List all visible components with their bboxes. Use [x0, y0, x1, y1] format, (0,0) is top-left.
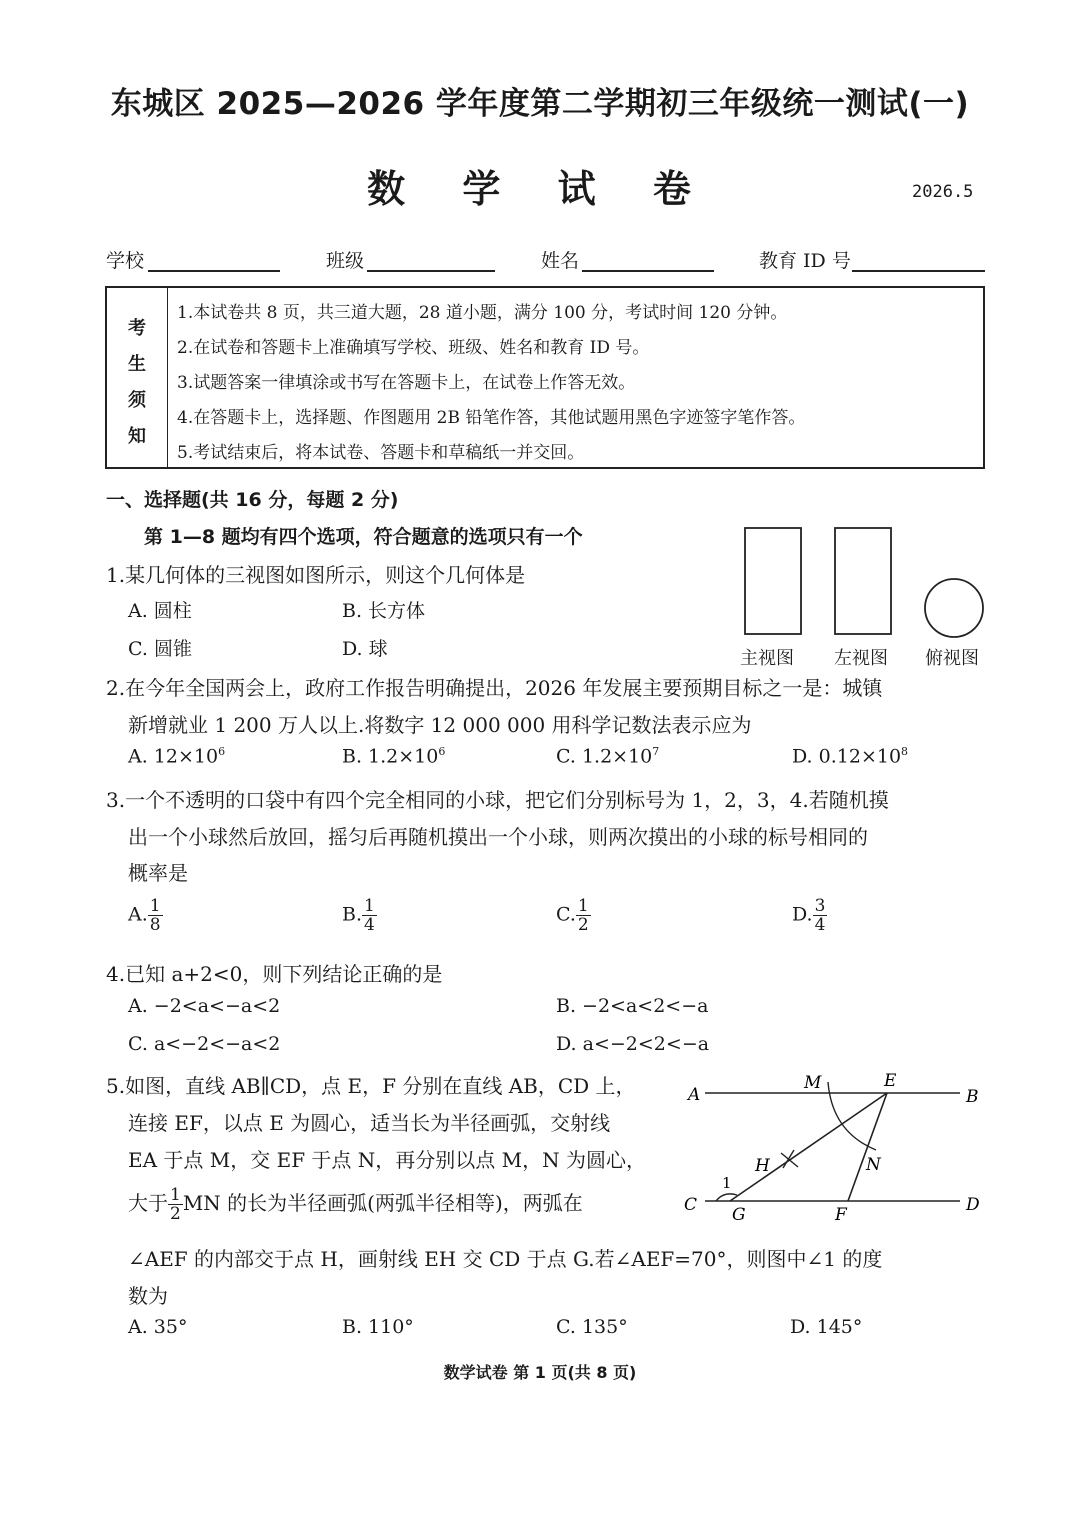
label-b: B [966, 1087, 979, 1107]
notice-item: 2.在试卷和答题卡上准确填写学校、班级、姓名和教育 ID 号。 [177, 338, 650, 358]
exam-title: 东城区 2025—2026 学年度第二学期初三年级统一测试(一) [110, 86, 970, 122]
notice-side-char: 知 [128, 426, 146, 447]
q5-geometry-figure [680, 1064, 990, 1224]
q4-stem: 4.已知 a+2<0，则下列结论正确的是 [106, 962, 443, 986]
q3-option-a: A. $\frac{1}{8}$ [128, 896, 161, 935]
q3-line-1: 3.一个不透明的口袋中有四个完全相同的小球，把它们分别标号为 1，2，3，4.若随机摸 [106, 788, 889, 812]
front-view-rect [745, 528, 801, 634]
q5-option-b: B. 110° [342, 1316, 414, 1338]
ray-eh [730, 1093, 887, 1201]
segment-ef [848, 1093, 887, 1201]
q1-option-b: B. 长方体 [342, 600, 426, 622]
q2-line-2: 新增就业 1 200 万人以上.将数字 12 000 000 用科学记数法表示应为 [128, 713, 752, 737]
label-h: H [755, 1156, 770, 1176]
label-f: F [835, 1205, 847, 1224]
q5-line-4: 大于 $\frac{1}{2}$ MN 的长为半径画弧(两弧半径相等)，两弧在 [128, 1185, 583, 1224]
label-n: N [866, 1155, 881, 1175]
section-heading: 一、选择题(共 16 分，每题 2 分) [106, 489, 399, 511]
label-c: C [684, 1195, 698, 1215]
q5-line-6: 数为 [128, 1284, 168, 1308]
notice-side-char: 生 [128, 354, 146, 375]
arc-cross-h [781, 1150, 798, 1168]
notice-side-char: 须 [128, 390, 146, 411]
q2-option-d: D. $0.12\times 10^8$ [792, 745, 909, 768]
exam-date: 2026.5 [912, 182, 974, 202]
q2-option-c: C. $1.2\times 10^7$ [556, 745, 660, 768]
class-label: 班级 [326, 250, 365, 272]
top-view-circle [925, 579, 983, 637]
q5-line-2: 连接 EF，以点 E 为圆心，适当长为半径画弧，交射线 [128, 1111, 611, 1135]
label-a: A [688, 1085, 701, 1105]
notice-side-label [107, 288, 168, 467]
q3-option-b: B. $\frac{1}{4}$ [342, 896, 375, 935]
notice-item: 4.在答题卡上，选择题、作图题用 2B 铅笔作答，其他试题用黑色字迹签字笔作答。 [177, 408, 806, 428]
side-view-label: 左视图 [834, 648, 888, 669]
q1-option-c: C. 圆锥 [128, 638, 192, 660]
label-angle-1: 1 [722, 1174, 732, 1192]
q2-line-1: 2.在今年全国两会上，政府工作报告明确提出，2026 年发展主要预期目标之一是：城镇 [106, 676, 883, 700]
label-d: D [966, 1195, 980, 1215]
front-view-label: 主视图 [740, 648, 794, 669]
q5-line-1: 5.如图，直线 AB∥CD，点 E，F 分别在直线 AB，CD 上， [106, 1074, 636, 1098]
q5-line-3: EA 于点 M，交 EF 于点 N，再分别以点 M，N 为圆心， [128, 1148, 646, 1172]
q4-option-a: A. −2<a<−a<2 [128, 995, 281, 1017]
notice-item: 5.考试结束后，将本试卷、答题卡和草稿纸一并交回。 [177, 443, 585, 463]
q1-option-a: A. 圆柱 [128, 600, 192, 622]
q3-option-c: C. $\frac{1}{2}$ [556, 896, 589, 935]
label-e: E [884, 1071, 897, 1091]
label-g: G [732, 1205, 746, 1224]
q5-line-5: ∠AEF 的内部交于点 H，画射线 EH 交 CD 于点 G.若∠AEF=70°，则图中∠1 的度 [128, 1247, 883, 1271]
class-field[interactable] [367, 270, 495, 272]
notice-box [105, 286, 985, 469]
exam-subtitle: 数 学 试 卷 [367, 167, 713, 211]
side-view-rect [835, 528, 891, 634]
q3-line-2: 出一个小球然后放回，摇匀后再随机摸出一个小球，则两次摸出的小球的标号相同的 [128, 825, 868, 849]
notice-side-char: 考 [128, 318, 146, 339]
q4-option-b: B. −2<a<2<−a [556, 995, 709, 1017]
name-label: 姓名 [541, 250, 580, 272]
page-footer: 数学试卷 第 1 页(共 8 页) [443, 1363, 637, 1382]
school-label: 学校 [106, 250, 145, 272]
q5-option-d: D. 145° [790, 1316, 863, 1338]
q1-option-d: D. 球 [342, 638, 388, 660]
q5-option-c: C. 135° [556, 1316, 628, 1338]
q4-option-d: D. a<−2<2<−a [556, 1033, 710, 1055]
arc-mn [828, 1082, 876, 1150]
section-instruction: 第 1—8 题均有四个选项，符合题意的选项只有一个 [144, 526, 583, 548]
id-label: 教育 ID 号 [759, 250, 851, 272]
notice-item: 1.本试卷共 8 页，共三道大题，28 道小题，满分 100 分，考试时间 120 分钟。 [177, 303, 788, 323]
q3-option-d: D. $\frac{3}{4}$ [792, 896, 826, 935]
q5-option-a: A. 35° [128, 1316, 188, 1338]
notice-item: 3.试题答案一律填涂或书写在答题卡上，在试卷上作答无效。 [177, 373, 636, 393]
q4-option-c: C. a<−2<−a<2 [128, 1033, 281, 1055]
label-m: M [804, 1073, 822, 1093]
top-view-label: 俯视图 [925, 648, 979, 669]
school-field[interactable] [148, 270, 280, 272]
name-field[interactable] [582, 270, 714, 272]
q1-stem: 1.某几何体的三视图如图所示，则这个几何体是 [106, 563, 526, 587]
q2-option-a: A. $12\times 10^6$ [128, 745, 226, 768]
q3-line-3: 概率是 [128, 861, 188, 885]
q2-option-b: B. $1.2\times 10^6$ [342, 745, 446, 768]
id-field[interactable] [852, 270, 985, 272]
